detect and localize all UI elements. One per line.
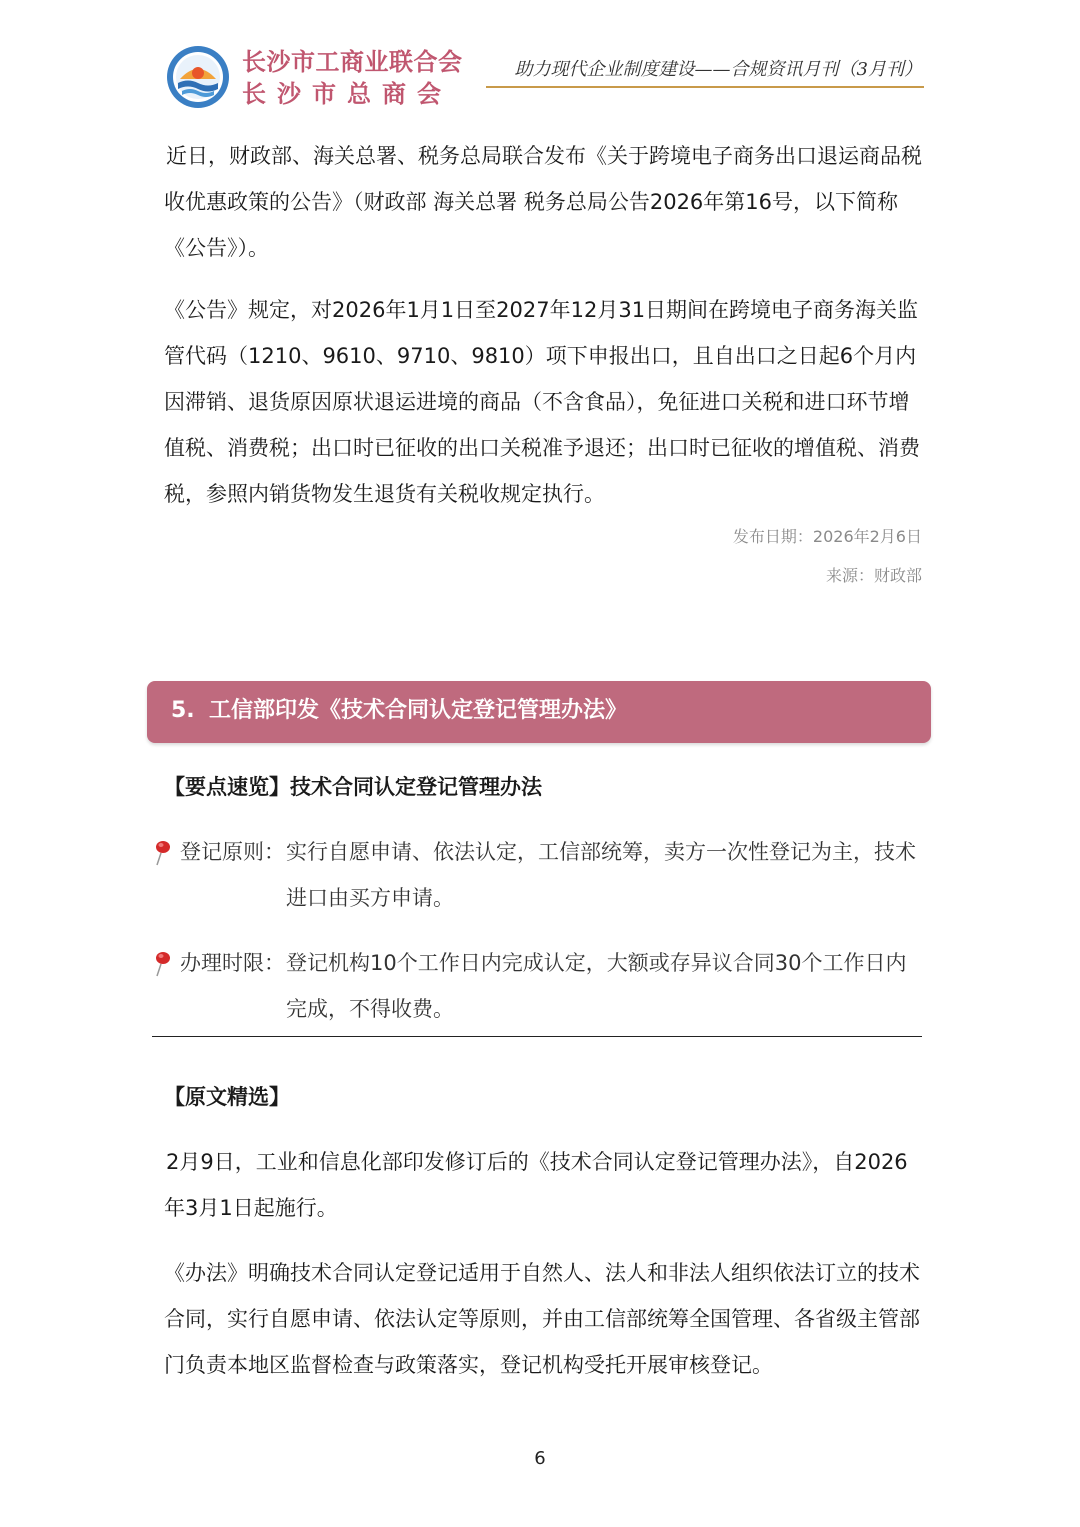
- article-paragraph: 《公告》规定，对2026年1月1日至2027年12月31日期间在跨境电子商务海关监管代码（1210、9610、9710、9810）项下申报出口，且自出口之日起6个月内因滞销、退货原因原状退运进境的商品（不含食品），免征进口关税和进口环节增值税、消费税；出口时已征收的出口关税准予退还；出口时已征收的增值税、消费税，参照内销货物发生退货有关税收规定执行。: [164, 298, 920, 506]
- key-points-heading: 【要点速览】技术合同认定登记管理办法: [164, 775, 542, 799]
- article-paragraph: 近日，财政部、海关总署、税务总局联合发布《关于跨境电子商务出口退运商品税收优惠政策的公告》（财政部 海关总署 税务总局公告2026年第16号，以下简称《公告》）。: [164, 144, 922, 260]
- key-point-text: 实行自愿申请、依法认定，工信部统筹，卖方一次性登记为主，技术进口由买方申请。: [286, 840, 916, 910]
- key-point-label: 办理时限：: [180, 951, 285, 975]
- page-header: [0, 0, 1080, 125]
- article-source: 来源：财政部: [825, 566, 922, 585]
- article-paragraph: 《办法》明确技术合同认定登记适用于自然人、法人和非法人组织依法订立的技术合同，实行自愿申请、依法认定等原则，并由工信部统筹全国管理、各省级主管部门负责本地区监督检查与政策落实，登记机构受托开展审核登记。: [164, 1261, 920, 1377]
- publication-tagline: 助力现代企业制度建设——合规资讯月刊（3月刊）: [514, 59, 922, 80]
- chamber-of-commerce-logo: [166, 45, 230, 109]
- key-point-label: 登记原则：: [180, 840, 285, 864]
- pushpin-icon: [152, 950, 174, 978]
- article-paragraph: 2月9日，工业和信息化部印发修订后的《技术合同认定登记管理办法》，自2026年3月1日起施行。: [164, 1150, 908, 1220]
- publish-date: 发布日期：2026年2月6日: [732, 527, 922, 546]
- section-number: 5.: [171, 698, 195, 723]
- section-divider: [152, 1036, 922, 1037]
- header-rule: [486, 86, 924, 88]
- page-number: 6: [534, 1448, 546, 1469]
- key-point-text: 登记机构10个工作日内完成认定，大额或存异议合同30个工作日内完成，不得收费。: [286, 951, 907, 1021]
- org-name-secondary: 长沙市总商会: [242, 80, 452, 108]
- org-name-primary: 长沙市工商业联合会: [242, 48, 463, 76]
- original-text-heading: 【原文精选】: [164, 1085, 290, 1109]
- section-banner: [147, 681, 931, 743]
- section-title: 工信部印发《技术合同认定登记管理办法》: [209, 698, 628, 723]
- pushpin-icon: [152, 839, 174, 867]
